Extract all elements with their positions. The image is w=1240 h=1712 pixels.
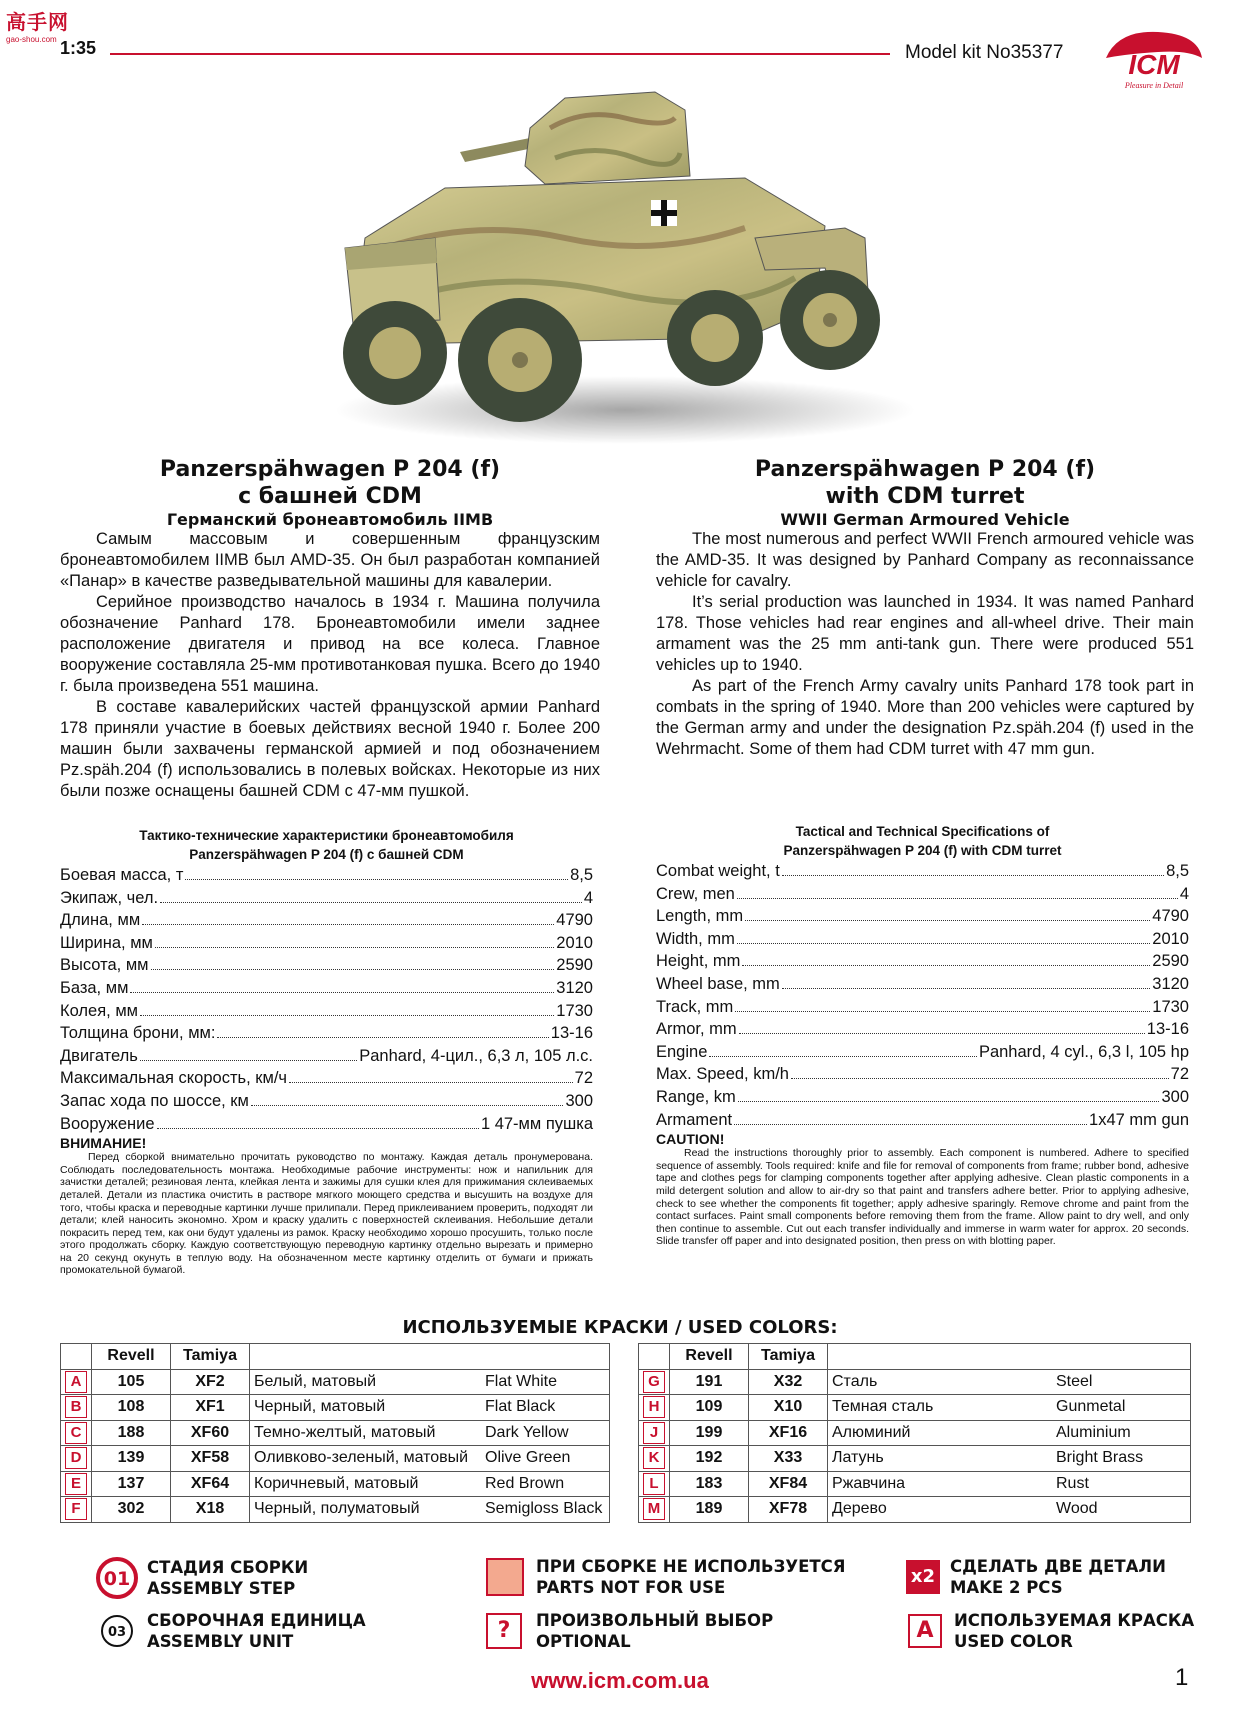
en-spec-row bbox=[656, 950, 1189, 973]
spec-label: Width, mm bbox=[656, 929, 735, 948]
watermark bbox=[6, 6, 86, 44]
legend-step-en: ASSEMBLY STEP bbox=[147, 1579, 296, 1598]
en-spec-row bbox=[656, 883, 1189, 906]
ru-caution-title: ВНИМАНИЕ! bbox=[60, 1135, 147, 1152]
make-two-icon: x2 bbox=[906, 1560, 940, 1594]
wheel-icon bbox=[458, 298, 582, 422]
ru-spec-row bbox=[60, 909, 593, 932]
revell-header: Revell bbox=[670, 1344, 749, 1370]
spec-label: Высота, мм bbox=[60, 956, 149, 975]
spec-leader bbox=[737, 943, 1150, 944]
color-name-en: Red Brown bbox=[481, 1471, 610, 1497]
spec-leader bbox=[289, 1082, 573, 1083]
ru-caution-text: Перед сборкой внимательно прочитать руководство по монтажу. Каждая деталь пронумерована. Соблюдать последовательность монтажа. Необходимые рабочие инструменты: нож и напильник для зачистки деталей; резиновая лента, клейкая лента и зажимы для сушки клея для прижимания склеиваемых деталей. Детали из пластика очистить в растворе мягкого моющего средства и высушить на воздухе для того, чтобы краска и переводные картинки лучше прилипали. Перед приклеиванием проверить, подходят ли детали; клей наносить экономно. Хром и краску удалить с поверхностей склеивания. Небольшие детали покрасить перед тем, как они будут удалены из рамок. Краску необходимо хорошо просушить, только после этого продолжать сборку. Каждую соответствующую переводную картинку отдельно вырезать и примерно на 20 секунд окунуть в теплую воду. На обозначенном месте картинку отделить от бумаги и прижать промокательной бумагой. bbox=[60, 1151, 593, 1277]
ru-title-line1: Panzerspähwagen P 204 (f) bbox=[159, 457, 501, 482]
spec-value: 4 bbox=[583, 888, 593, 907]
legend-make-two bbox=[906, 1556, 1166, 1598]
icm-logo-icon bbox=[1098, 28, 1208, 92]
color-letter-badge: M bbox=[643, 1498, 665, 1520]
spec-value: 300 bbox=[565, 1091, 593, 1110]
legend-used-color bbox=[908, 1610, 1194, 1652]
spec-label: Combat weight, t bbox=[656, 862, 780, 880]
wheel-icon bbox=[667, 290, 763, 386]
color-letter bbox=[61, 1420, 92, 1446]
en-caution-text: Read the instructions thoroughly prior to assembly. Each component is numbered. Adhere to specified sequence of assembly. Tools required: knife and file for removal of components from frame; rubber bond, adhesive tape and clothes pegs for clamping components together after applying adhesive. Clean plastic components in a mild detergent solution and allow to air-dry so that paint and transfers adhere better. Prior to applying adhesive, check to see whether the components fit together; apply adhesive sparingly. Remove chrome and paint from the contact surfaces. Paint small components before removing them from the frame. Allow paint to dry well, and only then continue to assemble. Cut out each transfer individually and immerse in warm water for approx. 20 seconds. Slide transfer off paper and into designated position, then press on with blotting paper. bbox=[656, 1147, 1189, 1248]
color-letter bbox=[639, 1446, 670, 1472]
legend-not-for-use bbox=[486, 1556, 845, 1598]
tamiya-code: X18 bbox=[171, 1497, 250, 1523]
color-name-en: Dark Yellow bbox=[481, 1420, 610, 1446]
spec-value: 1 47-мм пушка bbox=[480, 1114, 593, 1133]
ru-subtitle: Германский бронеавтомобиль IIМВ bbox=[166, 510, 494, 529]
header-rule bbox=[110, 53, 890, 55]
spec-value: 13-16 bbox=[550, 1024, 593, 1043]
color-name-ru: Белый, матовый bbox=[250, 1369, 482, 1395]
color-letter-badge: K bbox=[643, 1447, 665, 1469]
ru-description bbox=[60, 529, 600, 802]
color-name-ru: Оливково-зеленый, матовый bbox=[250, 1446, 482, 1472]
color-letter bbox=[61, 1446, 92, 1472]
spec-value: 4790 bbox=[1152, 907, 1189, 926]
assembly-step-icon bbox=[95, 1556, 139, 1600]
color-letter-badge: D bbox=[65, 1447, 87, 1469]
color-letter bbox=[639, 1420, 670, 1446]
logo-text: ICM bbox=[1128, 49, 1180, 80]
color-row bbox=[639, 1369, 1191, 1395]
color-letter-badge: G bbox=[643, 1371, 665, 1393]
spec-label: Вооружение bbox=[60, 1114, 155, 1133]
en-column bbox=[656, 456, 1194, 760]
spec-leader bbox=[782, 988, 1150, 989]
tamiya-code: XF60 bbox=[171, 1420, 250, 1446]
spec-label: Экипаж, чел. bbox=[60, 888, 159, 907]
ru-caution bbox=[60, 1151, 593, 1277]
en-spec-list bbox=[656, 860, 1189, 1131]
spec-label: Engine bbox=[656, 1042, 708, 1061]
ru-spec-row bbox=[60, 954, 593, 977]
used-colors-title: ИСПОЛЬЗУЕМЫЕ КРАСКИ / USED COLORS: bbox=[402, 1317, 838, 1338]
spec-value: 2590 bbox=[556, 956, 593, 975]
en-subtitle: WWII German Armoured Vehicle bbox=[780, 510, 1070, 529]
spec-leader bbox=[142, 924, 554, 925]
spec-leader bbox=[742, 965, 1150, 966]
spec-value: 8,5 bbox=[1166, 862, 1189, 880]
spec-label: Armor, mm bbox=[656, 1020, 737, 1039]
spec-leader bbox=[185, 879, 568, 880]
en-spec-title-line2: Panzerspähwagen P 204 (f) with CDM turret bbox=[783, 843, 1062, 858]
revell-code: 191 bbox=[670, 1369, 749, 1395]
svg-text:01: 01 bbox=[103, 1568, 131, 1590]
en-specs bbox=[656, 822, 1189, 1248]
legend-assembly-unit bbox=[100, 1610, 366, 1652]
en-spec-row bbox=[656, 1041, 1189, 1064]
model-kit-number: Model kit No35377 bbox=[905, 42, 1064, 63]
spec-leader bbox=[155, 947, 554, 948]
en-paragraph: The most numerous and perfect WWII French armoured vehicle was the AMD-35. It was designed by Panhard Company as reconnaissance vehicle for cavalry. bbox=[656, 530, 1194, 590]
spec-leader bbox=[160, 902, 582, 903]
color-name-en: Flat White bbox=[481, 1369, 610, 1395]
wheel-icon bbox=[343, 301, 447, 405]
legend-unit-ru: СБОРОЧНАЯ ЕДИНИЦА bbox=[147, 1611, 366, 1630]
legend-make2-en: MAKE 2 PCS bbox=[950, 1578, 1063, 1597]
en-paragraph: As part of the French Army cavalry units Panhard 178 took part in combats in the spring of 1940. More than 200 vehicles were captured by the German army and under the designation Pz.späh.204 (f) used in the Wehrmacht. Some of them had CDM turret with 47 mm gun. bbox=[656, 677, 1194, 758]
color-name-en: Aluminium bbox=[1052, 1420, 1191, 1446]
ru-spec-row bbox=[60, 1067, 593, 1090]
color-name-en: Gunmetal bbox=[1052, 1395, 1191, 1421]
spec-leader bbox=[738, 1101, 1160, 1102]
spec-label: Максимальная скорость, км/ч bbox=[60, 1069, 288, 1088]
spec-value: 1730 bbox=[1152, 997, 1189, 1016]
ru-spec-row bbox=[60, 932, 593, 955]
color-row bbox=[61, 1471, 610, 1497]
color-name-en: Wood bbox=[1052, 1497, 1191, 1523]
color-letter bbox=[61, 1369, 92, 1395]
spec-value: 3120 bbox=[1152, 974, 1189, 993]
legend-color-en: USED COLOR bbox=[954, 1632, 1073, 1651]
revell-code: 183 bbox=[670, 1471, 749, 1497]
ru-title bbox=[60, 456, 600, 510]
tamiya-code: X10 bbox=[749, 1395, 828, 1421]
color-row bbox=[61, 1420, 610, 1446]
ru-spec-row bbox=[60, 1090, 593, 1113]
color-name-ru: Темная сталь bbox=[828, 1395, 1053, 1421]
spec-label: Length, mm bbox=[656, 907, 744, 926]
spec-leader bbox=[782, 875, 1164, 876]
revell-code: 189 bbox=[670, 1497, 749, 1523]
optional-icon: ? bbox=[486, 1613, 522, 1649]
spec-value: 2010 bbox=[556, 933, 593, 952]
ru-spec-row bbox=[60, 977, 593, 1000]
ru-spec-title bbox=[60, 826, 593, 864]
spec-leader bbox=[157, 1128, 479, 1129]
spec-label: Height, mm bbox=[656, 952, 741, 971]
spec-leader bbox=[130, 992, 554, 993]
en-title bbox=[656, 456, 1194, 510]
icm-logo bbox=[1098, 28, 1208, 92]
spec-value: 2010 bbox=[1152, 929, 1189, 948]
color-name-ru: Алюминий bbox=[828, 1420, 1053, 1446]
spec-value: 13-16 bbox=[1146, 1020, 1189, 1039]
spec-value: 1x47 mm gun bbox=[1089, 1110, 1189, 1129]
spec-value: 72 bbox=[574, 1069, 593, 1088]
en-spec-title bbox=[656, 822, 1189, 860]
spec-label: Crew, men bbox=[656, 884, 735, 903]
revell-code: 199 bbox=[670, 1420, 749, 1446]
tamiya-header: Tamiya bbox=[749, 1344, 828, 1370]
spec-value: Panhard, 4 cyl., 6,3 l, 105 hp bbox=[978, 1042, 1189, 1061]
revell-code: 108 bbox=[92, 1395, 171, 1421]
color-name-ru: Черный, полуматовый bbox=[250, 1497, 482, 1523]
legend-step-ru: СТАДИЯ СБОРКИ bbox=[147, 1558, 309, 1577]
color-letter-badge: C bbox=[65, 1422, 87, 1444]
legend-optional-ru: ПРОИЗВОЛЬНЫЙ ВЫБОР bbox=[536, 1611, 774, 1630]
spec-leader bbox=[151, 969, 555, 970]
color-row bbox=[639, 1446, 1191, 1472]
color-letter-badge: F bbox=[65, 1498, 87, 1520]
colors-table-left bbox=[60, 1343, 610, 1523]
color-name-en: Rust bbox=[1052, 1471, 1191, 1497]
color-name-en: Olive Green bbox=[481, 1446, 610, 1472]
spec-leader bbox=[140, 1060, 357, 1061]
color-letter-badge: J bbox=[643, 1422, 665, 1444]
legend-assembly-step bbox=[95, 1556, 308, 1600]
vehicle-illustration bbox=[325, 88, 925, 448]
spec-leader bbox=[735, 1011, 1150, 1012]
spec-label: Ширина, мм bbox=[60, 933, 153, 952]
color-row bbox=[639, 1420, 1191, 1446]
color-name-ru: Коричневый, матовый bbox=[250, 1471, 482, 1497]
color-letter bbox=[639, 1395, 670, 1421]
colors-header-row bbox=[61, 1344, 610, 1370]
tamiya-code: X32 bbox=[749, 1369, 828, 1395]
color-row bbox=[61, 1369, 610, 1395]
legend-unit-en: ASSEMBLY UNIT bbox=[147, 1632, 294, 1651]
color-row bbox=[639, 1497, 1191, 1523]
spec-leader bbox=[745, 920, 1150, 921]
color-letter-badge: H bbox=[643, 1396, 665, 1418]
en-spec-row bbox=[656, 1086, 1189, 1109]
en-spec-row bbox=[656, 1018, 1189, 1041]
en-caution-title: CAUTION! bbox=[656, 1131, 725, 1148]
spec-value: 1730 bbox=[556, 1001, 593, 1020]
page-number: 1 bbox=[1175, 1664, 1189, 1691]
spec-label: Armament bbox=[656, 1110, 733, 1129]
color-name-en: Flat Black bbox=[481, 1395, 610, 1421]
spec-label: Толщина брони, мм: bbox=[60, 1024, 216, 1043]
spec-label: Max. Speed, km/h bbox=[656, 1065, 789, 1084]
tamiya-code: XF78 bbox=[749, 1497, 828, 1523]
used-color-icon: A bbox=[908, 1614, 942, 1648]
spec-leader bbox=[791, 1078, 1169, 1079]
color-name-ru: Латунь bbox=[828, 1446, 1053, 1472]
watermark-text: 高手网 bbox=[6, 10, 69, 34]
spec-leader bbox=[217, 1037, 548, 1038]
website-link[interactable]: www.icm.com.ua bbox=[531, 1668, 709, 1693]
ru-paragraph: Серийное производство началось в 1934 г. Машина получила обозначение Panhard 178. Бронеавтомобили имели заднее расположение двигателя и привод на все колеса. Главное вооружение составляла 25-мм противотанковая пушка. Всего до 1940 г. была произведена 551 машина. bbox=[60, 593, 600, 695]
color-letter bbox=[61, 1471, 92, 1497]
scale-label: 1:35 bbox=[60, 38, 97, 58]
spec-leader bbox=[737, 898, 1178, 899]
tamiya-code: X33 bbox=[749, 1446, 828, 1472]
spec-leader bbox=[734, 1124, 1087, 1125]
spec-value: 4 bbox=[1179, 884, 1189, 903]
spec-label: Range, km bbox=[656, 1087, 736, 1106]
revell-header: Revell bbox=[92, 1344, 171, 1370]
color-letter bbox=[61, 1395, 92, 1421]
en-spec-title-line1: Tactical and Technical Specifications of bbox=[795, 824, 1050, 839]
color-letter-badge: E bbox=[65, 1473, 87, 1495]
spec-label: Двигатель bbox=[60, 1046, 138, 1065]
en-spec-row bbox=[656, 973, 1189, 996]
color-letter-badge: A bbox=[65, 1371, 87, 1393]
en-spec-row bbox=[656, 928, 1189, 951]
revell-code: 105 bbox=[92, 1369, 171, 1395]
spec-label: Длина, мм bbox=[60, 911, 141, 930]
tamiya-code: XF84 bbox=[749, 1471, 828, 1497]
ru-spec-list bbox=[60, 864, 593, 1135]
en-caution bbox=[656, 1147, 1189, 1248]
tamiya-header: Tamiya bbox=[171, 1344, 250, 1370]
color-letter-badge: L bbox=[643, 1473, 665, 1495]
spec-leader bbox=[709, 1056, 977, 1057]
ru-paragraph: Самым массовым и совершенным французским бронеавтомобилем IIМВ был AMD-35. Он был разработан компанией «Панар» в качестве разведывательной машины для кавалерии. bbox=[60, 530, 600, 590]
colors-table-right bbox=[638, 1343, 1191, 1523]
color-name-ru: Черный, матовый bbox=[250, 1395, 482, 1421]
ru-spec-row bbox=[60, 1000, 593, 1023]
watermark-sub: gao-shou.com bbox=[6, 35, 57, 44]
spec-leader bbox=[140, 1015, 554, 1016]
spec-value: 2590 bbox=[1152, 952, 1189, 971]
tamiya-code: XF2 bbox=[171, 1369, 250, 1395]
wheel-icon bbox=[780, 270, 880, 370]
ru-spec-row bbox=[60, 1113, 593, 1136]
revell-code: 302 bbox=[92, 1497, 171, 1523]
spec-value: Panhard, 4-цил., 6,3 л, 105 л.с. bbox=[359, 1046, 593, 1065]
en-spec-row bbox=[656, 1063, 1189, 1086]
en-spec-row bbox=[656, 996, 1189, 1019]
color-name-ru: Дерево bbox=[828, 1497, 1053, 1523]
revell-code: 109 bbox=[670, 1395, 749, 1421]
legend-color-ru: ИСПОЛЬЗУЕМАЯ КРАСКА bbox=[954, 1611, 1195, 1630]
assembly-unit-icon bbox=[100, 1614, 134, 1648]
ru-spec-title-line1: Тактико-технические характеристики бронеавтомобиля bbox=[139, 828, 514, 843]
revell-code: 137 bbox=[92, 1471, 171, 1497]
ru-spec-row bbox=[60, 1022, 593, 1045]
color-name-ru: Темно-желтый, матовый bbox=[250, 1420, 482, 1446]
en-description bbox=[656, 529, 1194, 760]
not-for-use-icon bbox=[486, 1558, 524, 1596]
color-letter bbox=[639, 1369, 670, 1395]
spec-value: 8,5 bbox=[570, 866, 593, 884]
tamiya-code: XF58 bbox=[171, 1446, 250, 1472]
revell-code: 188 bbox=[92, 1420, 171, 1446]
color-name-ru: Ржавчина bbox=[828, 1471, 1053, 1497]
legend-nfu-ru: ПРИ СБОРКЕ НЕ ИСПОЛЬЗУЕТСЯ bbox=[536, 1557, 846, 1576]
ru-spec-row bbox=[60, 864, 593, 887]
balkenkreuz-icon bbox=[651, 200, 677, 226]
colors-header-row bbox=[639, 1344, 1191, 1370]
spec-value: 300 bbox=[1161, 1087, 1189, 1106]
ru-specs bbox=[60, 826, 593, 1277]
en-spec-row bbox=[656, 1109, 1189, 1132]
en-spec-row bbox=[656, 860, 1189, 883]
legend-optional-en: OPTIONAL bbox=[536, 1632, 631, 1651]
tamiya-code: XF16 bbox=[749, 1420, 828, 1446]
en-title-line1: Panzerspähwagen P 204 (f) bbox=[754, 457, 1096, 482]
legend-optional bbox=[486, 1610, 773, 1652]
color-row bbox=[61, 1497, 610, 1523]
ru-paragraph: В составе кавалерийских частей французской армии Panhard 178 приняли участие в боевых действиях весной 1940 г. Более 200 машин были захвачены германской армией и под обозначением Pz.späh.204 (f) использовались в полевых войсках. Некоторые из них были позже оснащены башней CDM с 47-мм пушкой. bbox=[60, 698, 600, 800]
color-letter bbox=[639, 1497, 670, 1523]
spec-label: Боевая масса, т bbox=[60, 866, 184, 884]
ru-title-line2: с башней CDM bbox=[238, 484, 422, 509]
spec-value: 72 bbox=[1170, 1065, 1189, 1084]
ru-spec-row bbox=[60, 1045, 593, 1068]
color-row bbox=[639, 1395, 1191, 1421]
spec-label: Track, mm bbox=[656, 997, 734, 1016]
color-row bbox=[61, 1446, 610, 1472]
spec-label: Wheel base, mm bbox=[656, 974, 780, 993]
spec-leader bbox=[251, 1105, 564, 1106]
color-letter bbox=[61, 1497, 92, 1523]
revell-code: 192 bbox=[670, 1446, 749, 1472]
legend-make2-ru: СДЕЛАТЬ ДВЕ ДЕТАЛИ bbox=[950, 1557, 1166, 1576]
color-name-ru: Сталь bbox=[828, 1369, 1053, 1395]
spec-label: База, мм bbox=[60, 978, 129, 997]
color-name-en: Semigloss Black bbox=[481, 1497, 610, 1523]
spec-label: Запас хода по шоссе, км bbox=[60, 1091, 249, 1110]
ru-spec-title-line2: Panzerspähwagen P 204 (f) с башней CDM bbox=[189, 847, 464, 862]
spec-value: 3120 bbox=[556, 978, 593, 997]
color-row bbox=[61, 1395, 610, 1421]
revell-code: 139 bbox=[92, 1446, 171, 1472]
spec-value: 4790 bbox=[556, 911, 593, 930]
spec-label: Колея, мм bbox=[60, 1001, 139, 1020]
svg-text:03: 03 bbox=[107, 1625, 127, 1640]
logo-slogan: Pleasure in Detail bbox=[1124, 81, 1184, 90]
spec-leader bbox=[739, 1033, 1145, 1034]
tamiya-code: XF64 bbox=[171, 1471, 250, 1497]
legend-nfu-en: PARTS NOT FOR USE bbox=[536, 1578, 726, 1597]
color-letter bbox=[639, 1471, 670, 1497]
color-name-en: Bright Brass bbox=[1052, 1446, 1191, 1472]
tamiya-code: XF1 bbox=[171, 1395, 250, 1421]
en-paragraph: It’s serial production was launched in 1934. It was named Panhard 178. Those vehicles had rear engines and all-wheel drive. Their main armament was the 25 mm anti-tank gun. There were produced 551 vehicles up to 1940. bbox=[656, 593, 1194, 674]
en-spec-row bbox=[656, 905, 1189, 928]
color-letter-badge: B bbox=[65, 1396, 87, 1418]
color-row bbox=[639, 1471, 1191, 1497]
ru-column bbox=[60, 456, 600, 802]
en-title-line2: with CDM turret bbox=[825, 484, 1025, 509]
color-name-en: Steel bbox=[1052, 1369, 1191, 1395]
ru-spec-row bbox=[60, 887, 593, 910]
